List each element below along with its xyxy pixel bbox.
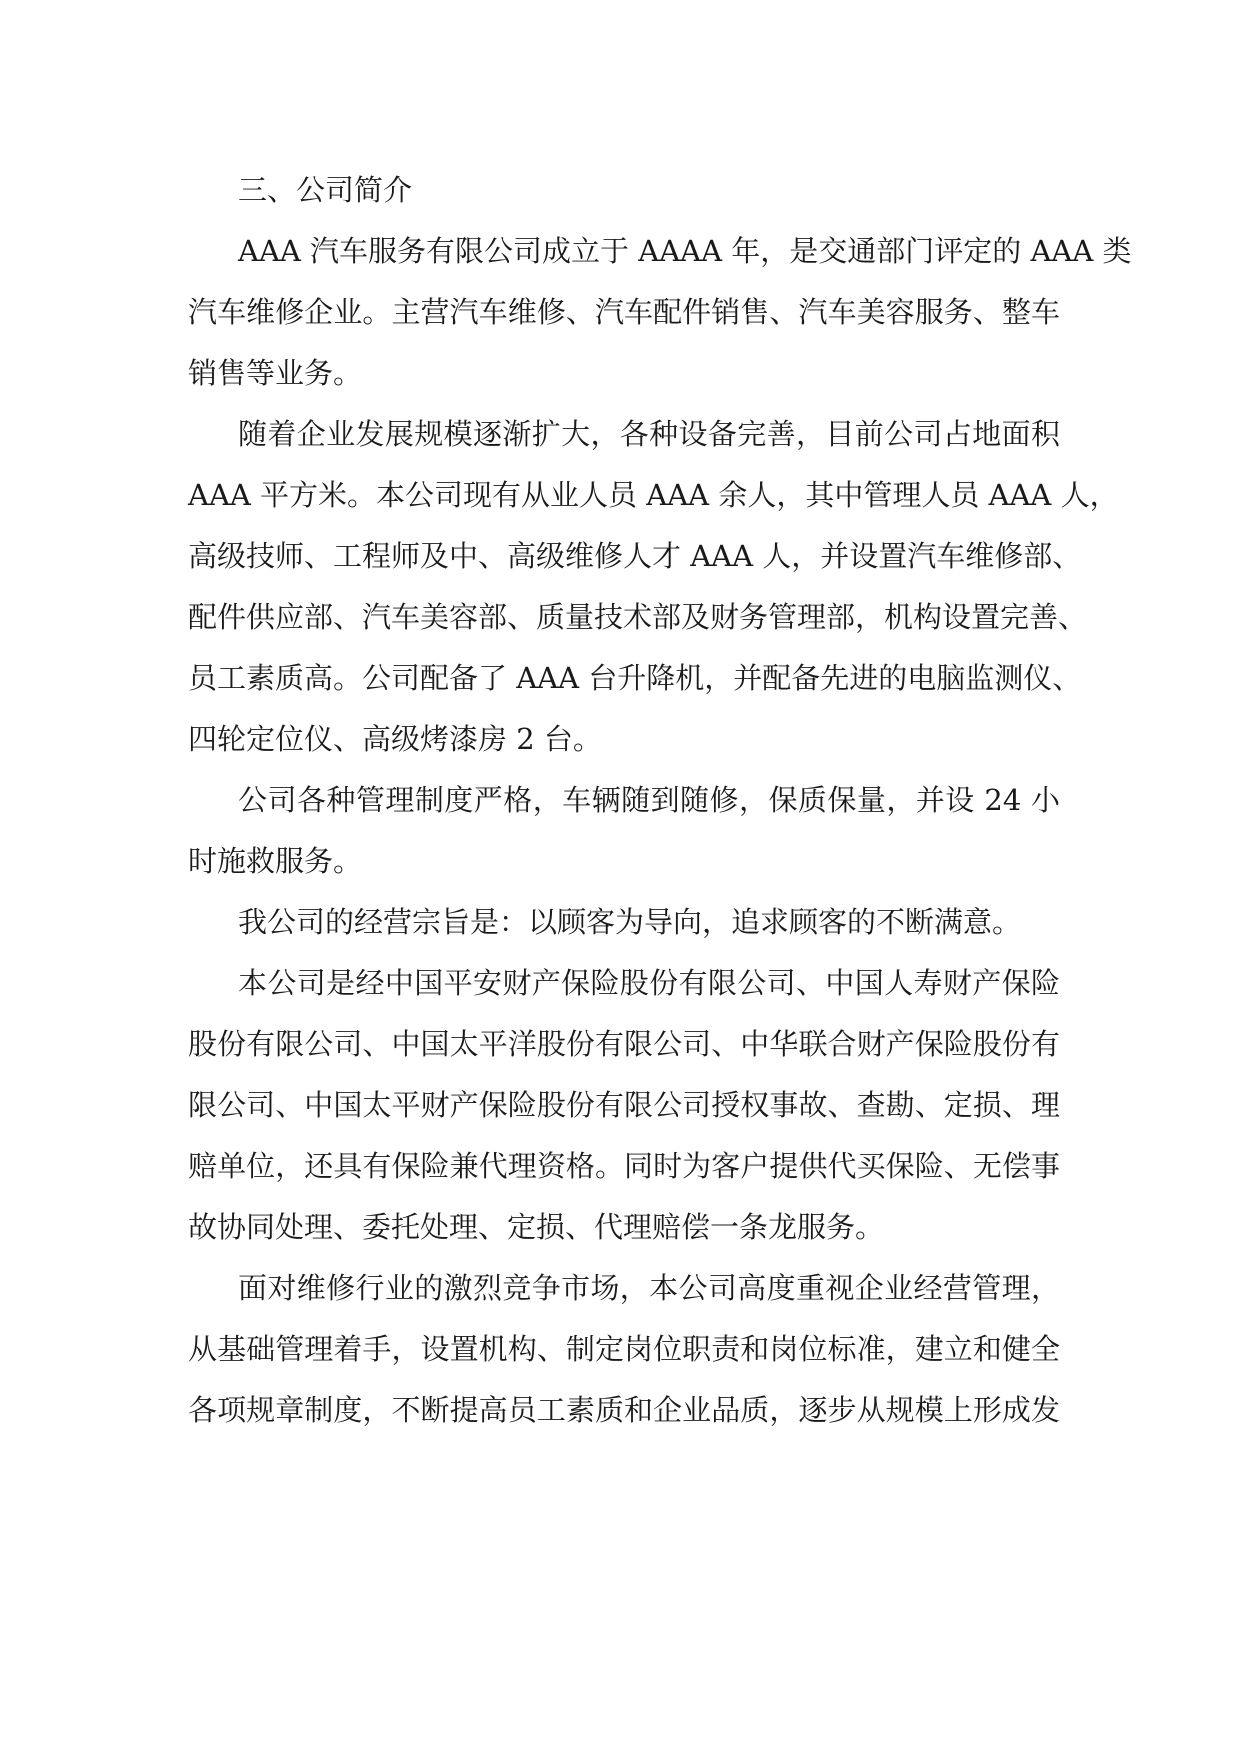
paragraph-line: 各项规章制度，不断提高员工素质和企业品质，逐步从规模上形成发 [188, 1393, 1060, 1427]
paragraph-insurance-partners [188, 953, 1060, 1258]
paragraph-company-scale [188, 404, 1119, 770]
section-heading [188, 160, 1060, 221]
heading-text: 三、公司简介 [238, 173, 413, 207]
paragraph-line: AAA 汽车服务有限公司成立于 AAAA 年，是交通部门评定的 AAA 类 [238, 234, 1132, 268]
paragraph-line: 员工素质高。公司配备了 AAA 台升降机，并配备先进的电脑监测仪、 [188, 661, 1082, 695]
paragraph-line: 汽车维修企业。主营汽车维修、汽车配件销售、汽车美容服务、整车 [188, 295, 1060, 329]
paragraph-line: 四轮定位仪、高级烤漆房 2 台。 [188, 722, 602, 756]
paragraph-line: AAA 平方米。本公司现有从业人员 AAA 余人，其中管理人员 AAA 人， [188, 478, 1119, 512]
paragraph-line: 故协同处理、委托处理、定损、代理赔偿一条龙服务。 [188, 1210, 885, 1244]
paragraph-line: 赔单位，还具有保险兼代理资格。同时为客户提供代买保险、无偿事 [188, 1149, 1060, 1183]
paragraph-line: 随着企业发展规模逐渐扩大，各种设备完善，目前公司占地面积 [238, 417, 1060, 451]
paragraph-line: 配件供应部、汽车美容部、质量技术部及财务管理部，机构设置完善、 [188, 600, 1088, 634]
paragraph-line: 高级技师、工程师及中、高级维修人才 AAA 人，并设置汽车维修部、 [188, 539, 1082, 573]
document-body [188, 160, 1132, 1441]
paragraph-line: 股份有限公司、中国太平洋股份有限公司、中华联合财产保险股份有 [188, 1027, 1060, 1061]
paragraph-line: 公司各种管理制度严格，车辆随到随修，保质保量，并设 24 小 [238, 783, 1060, 817]
paragraph-company-founding [188, 221, 1132, 404]
paragraph-line: 从基础管理着手，设置机构、制定岗位职责和岗位标准，建立和健全 [188, 1332, 1060, 1366]
paragraph-line: 时施救服务。 [188, 844, 363, 878]
paragraph-competition-management [188, 1258, 1060, 1441]
paragraph-line: 我公司的经营宗旨是：以顾客为导向，追求顾客的不断满意。 [238, 905, 1022, 939]
paragraph-line: 限公司、中国太平财产保险股份有限公司授权事故、查勘、定损、理 [188, 1088, 1060, 1122]
paragraph-management-system [188, 770, 1060, 892]
paragraph-line: 本公司是经中国平安财产保险股份有限公司、中国人寿财产保险 [238, 966, 1060, 1000]
paragraph-line: 面对维修行业的激烈竞争市场，本公司高度重视企业经营管理， [238, 1271, 1060, 1305]
paragraph-line: 销售等业务。 [188, 356, 363, 390]
paragraph-business-tenet [188, 892, 1060, 953]
